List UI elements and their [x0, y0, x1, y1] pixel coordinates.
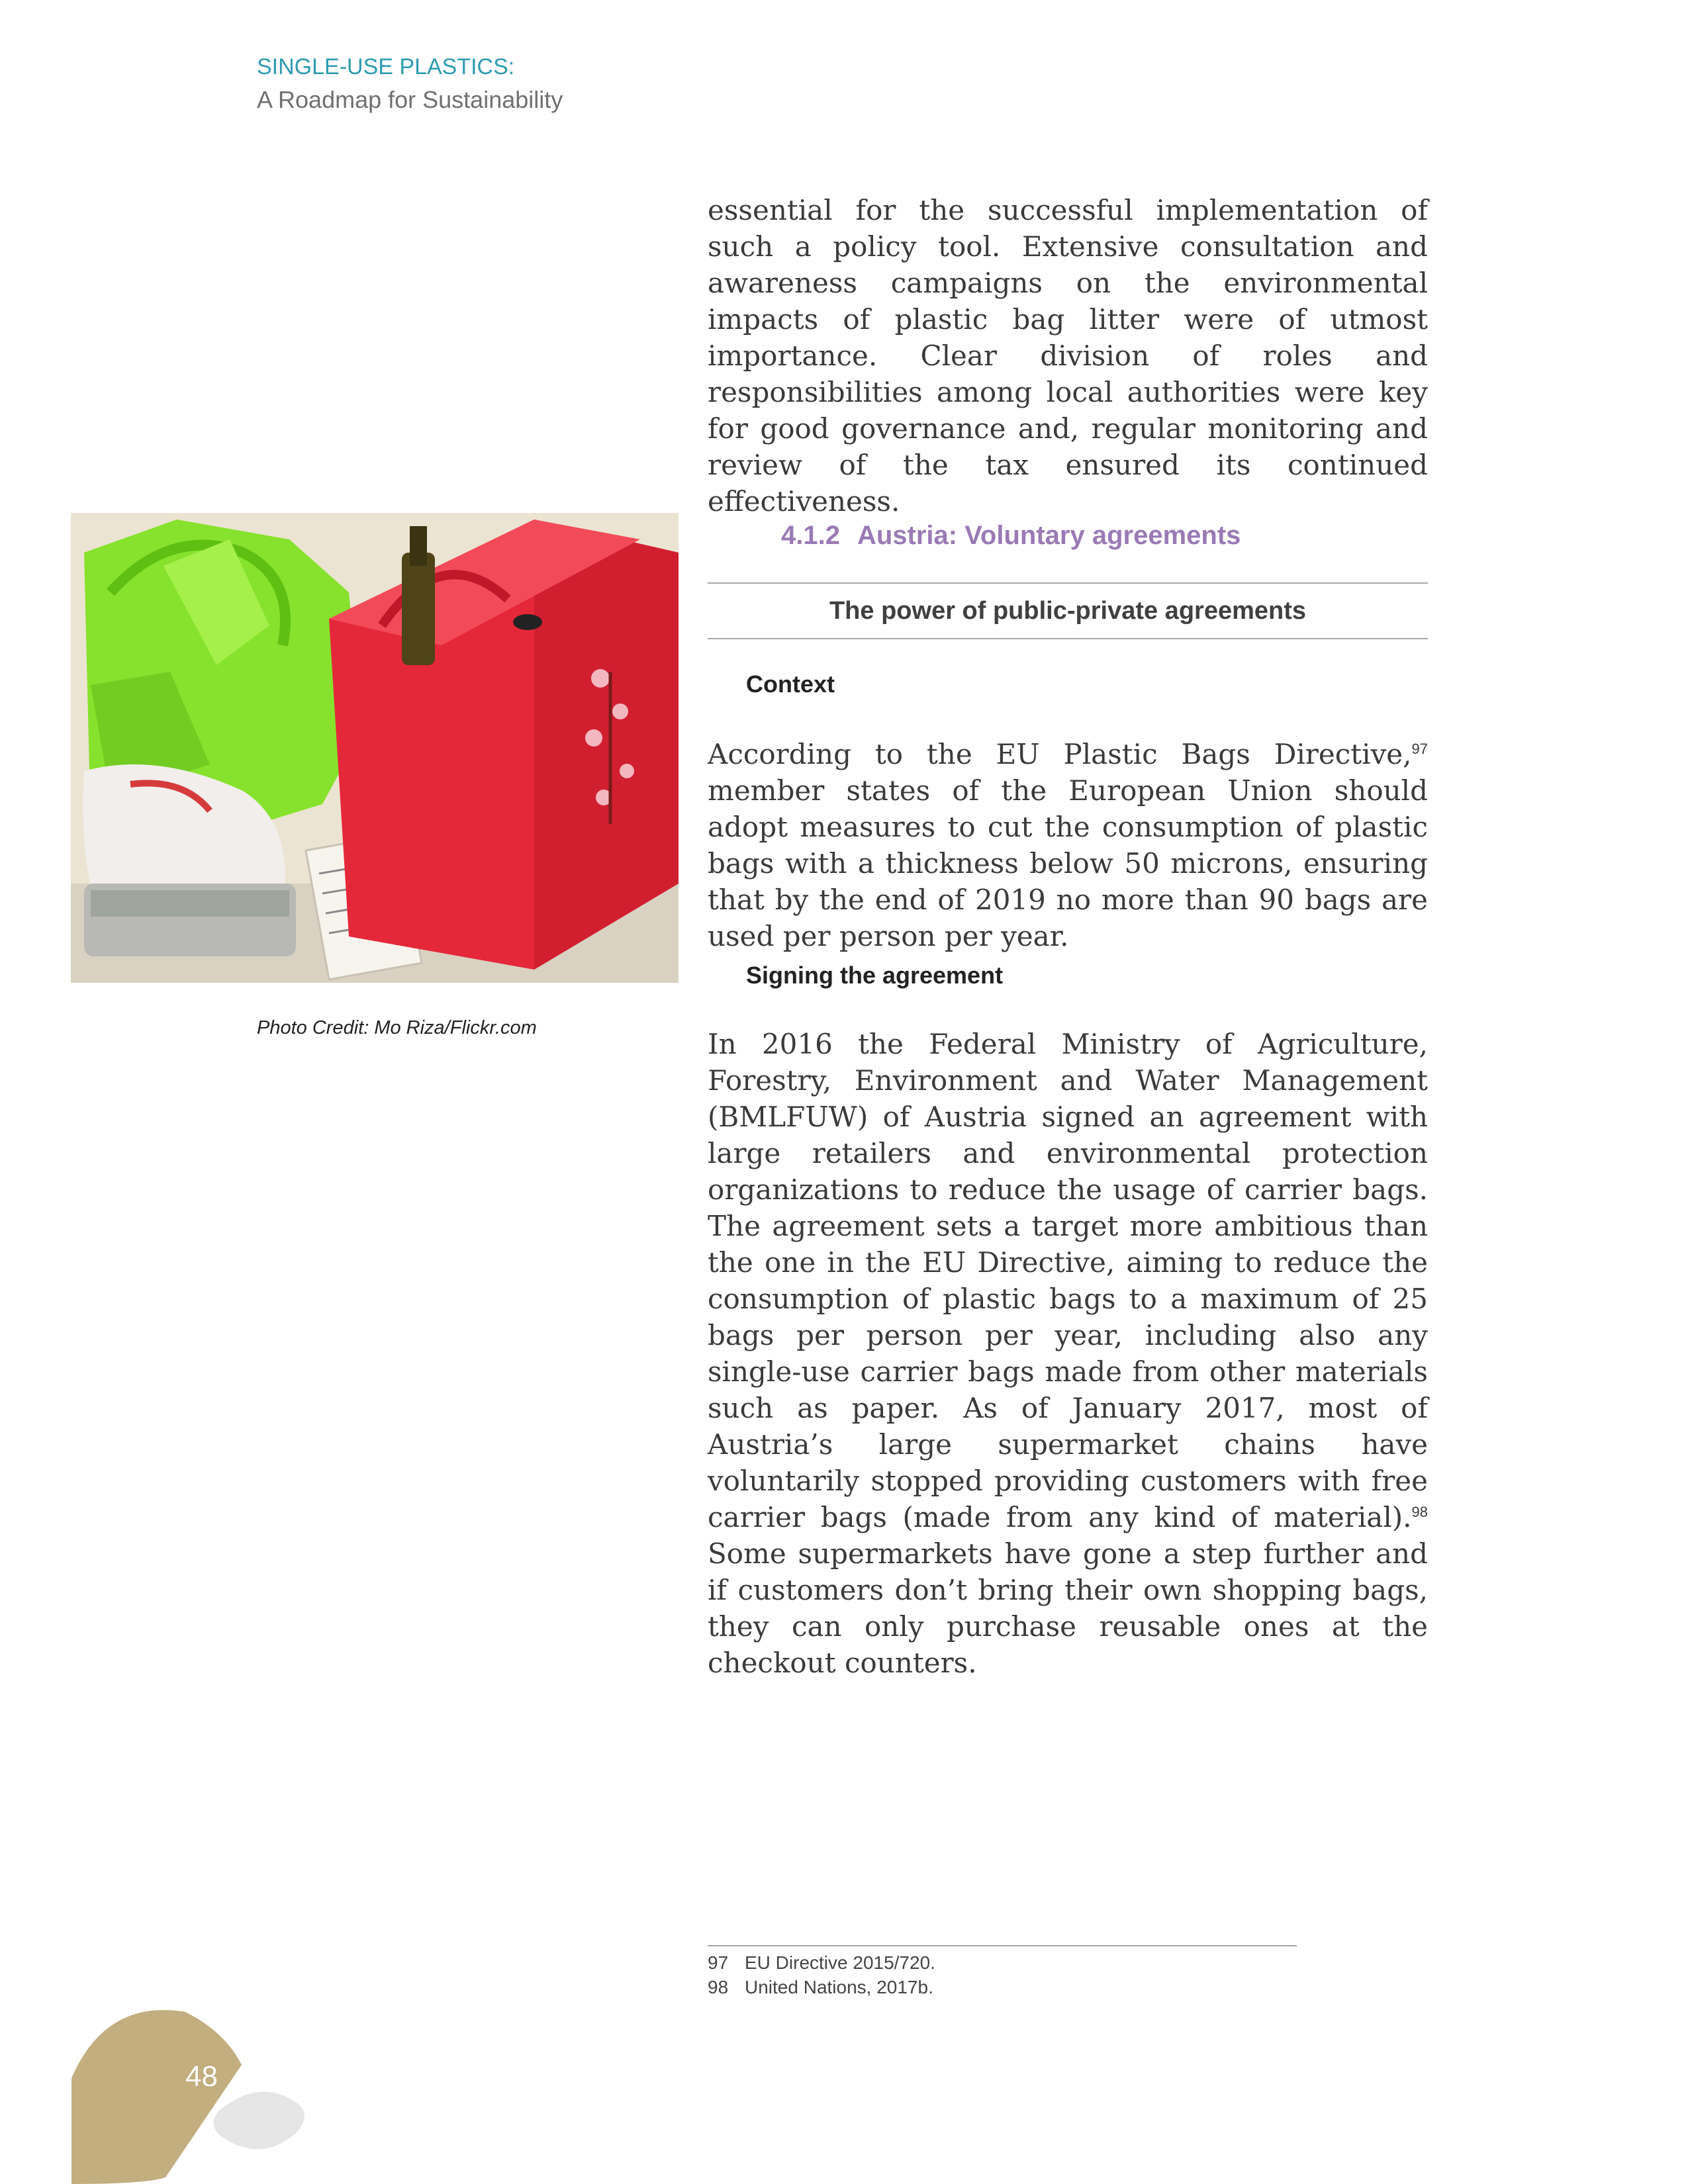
box-rule-top — [708, 582, 1428, 584]
context-text-before: According to the EU Plastic Bags Directive, — [708, 738, 1412, 770]
footnote-number: 97 — [708, 1952, 729, 1973]
footnote-ref-97: 97 — [1411, 741, 1428, 757]
header-subtitle: A Roadmap for Sustainability — [257, 86, 563, 113]
signing-paragraph — [708, 1026, 1428, 1681]
shopping-bags-photo — [71, 513, 679, 983]
footnote-divider — [708, 1945, 1297, 1946]
box-rule-bottom — [708, 638, 1428, 639]
context-paragraph — [708, 736, 1428, 954]
intro-paragraph: essential for the successful implementation of such a policy tool. Extensive consultation and awareness campaigns on the environmental impacts of plastic bag litter were of utmost importance. Clear division of roles and responsibilities among local authorities were key for good governance and, regular monitoring and review of the tax ensured its continued effectiveness. — [708, 194, 1428, 518]
footnote-number: 98 — [708, 1977, 729, 1997]
footnote-ref-98: 98 — [1411, 1504, 1428, 1520]
section-number: 4.1.2 — [781, 521, 840, 550]
context-heading: Context — [746, 670, 835, 698]
signing-text-after: Some supermarkets have gone a step further and if customers don’t bring their own shopping bags, they can only purchase reusable ones at the checkout counters. — [708, 1537, 1428, 1679]
signing-text-before: In 2016 the Federal Ministry of Agriculture, Forestry, Environment and Water Management (BMLFUW) of Austria signed an agreement with large retailers and environmental protection organizations to reduce the usage of carrier bags. The agreement sets a target more ambitious than the one in the EU Directive, aiming to reduce the consumption of plastic bags to a maximum of 25 bags per person per year, including also any single-use carrier bags made from other materials such as paper. As of January 2017, most of Austria’s large supermarket chains have voluntarily stopped providing customers with free carrier bags (made from any kind of material). — [708, 1028, 1428, 1533]
footnote-text: United Nations, 2017b. — [745, 1977, 933, 1997]
signing-heading: Signing the agreement — [746, 962, 1004, 989]
footnote-97 — [708, 1952, 935, 1974]
footnote-text: EU Directive 2015/720. — [745, 1952, 935, 1973]
context-text-after: member states of the European Union should adopt measures to cut the consumption of plastic bags with a thickness below 50 microns, ensuring that by the end of 2019 no more than 90 bags are used per person per year. — [708, 774, 1428, 952]
section-heading — [781, 521, 1241, 551]
footnote-98 — [708, 1977, 933, 1998]
photo-illustration — [71, 513, 679, 983]
page-number: 48 — [185, 2060, 218, 2093]
photo-credit: Photo Credit: Mo Riza/Flickr.com — [257, 1017, 537, 1038]
header-title: SINGLE-USE PLASTICS: — [257, 54, 515, 79]
section-title: Austria: Voluntary agreements — [857, 521, 1241, 550]
box-title: The power of public-private agreements — [829, 597, 1307, 625]
